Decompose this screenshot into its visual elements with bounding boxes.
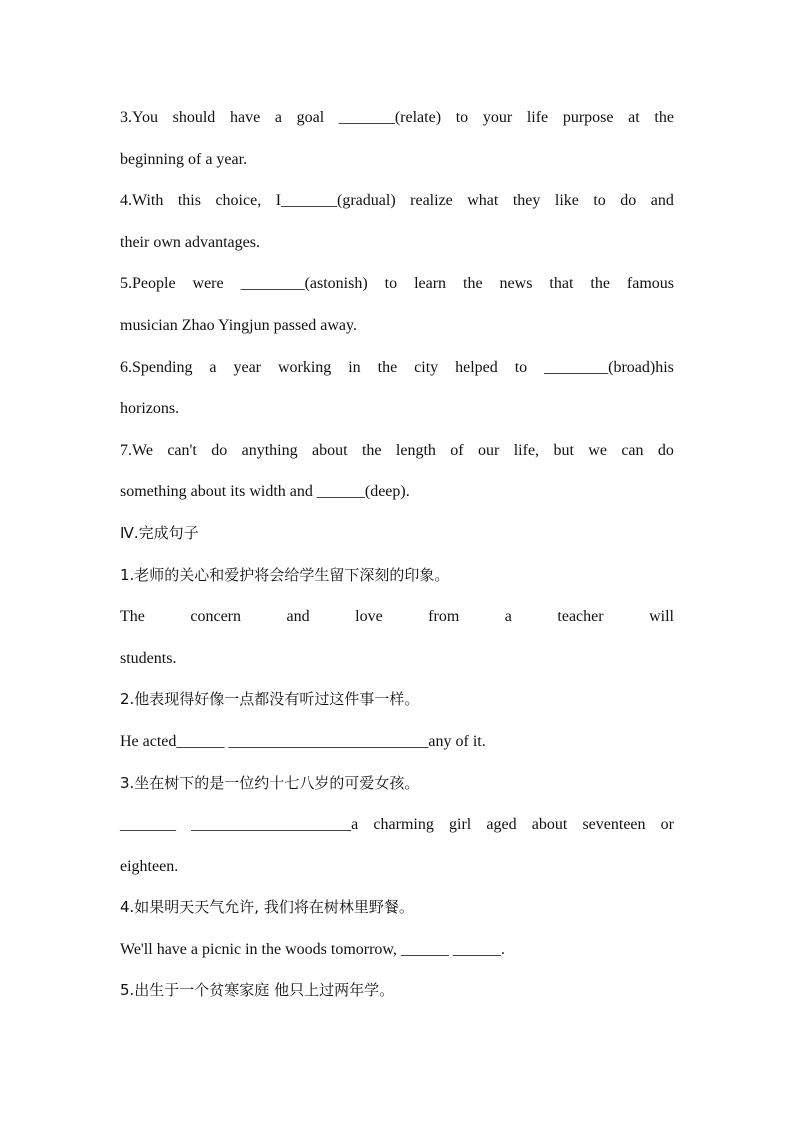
- word: to: [384, 275, 398, 293]
- sentence-1-english-line-2: students.: [120, 649, 177, 667]
- word: helped: [455, 358, 498, 376]
- word: famous: [626, 275, 674, 293]
- word: and: [650, 192, 674, 210]
- sentence-5-chinese: 5.出生于一个贫寒家庭 他只上过两年学。: [120, 981, 395, 1000]
- word: we: [588, 441, 607, 459]
- word: this: [177, 192, 201, 210]
- word: realize: [410, 192, 453, 210]
- word: city: [414, 358, 439, 376]
- word: can: [621, 441, 644, 459]
- word: were: [192, 275, 224, 293]
- word: and: [286, 608, 310, 626]
- word: love: [355, 608, 383, 626]
- question-3-line-2: beginning of a year.: [120, 150, 248, 168]
- word: the: [377, 358, 398, 376]
- word: a: [504, 608, 512, 626]
- word: but: [553, 441, 574, 459]
- sentence-1-chinese: 1.老师的关心和爱护将会给学生留下深刻的印象。: [120, 565, 450, 584]
- word: a: [274, 109, 282, 126]
- word: 3.You: [120, 109, 158, 126]
- sentence-4-english: We'll have a picnic in the woods tomorrow, ______ ______.: [120, 940, 505, 958]
- word: working: [277, 358, 332, 376]
- question-7-line-2: something about its width and ______(deep).: [120, 483, 410, 501]
- word: I_______(gradual): [275, 192, 396, 210]
- section-heading: Ⅳ.完成句子: [120, 523, 199, 542]
- word: girl: [449, 816, 472, 834]
- word: can't: [167, 441, 197, 459]
- word: the: [361, 441, 382, 459]
- word: they: [512, 192, 541, 210]
- word: ________(astonish): [240, 275, 368, 293]
- word: year: [233, 358, 261, 376]
- sentence-3-chinese: 3.坐在树下的是一位约十七八岁的可爱女孩。: [120, 773, 420, 792]
- question-4-line-1: [120, 180, 674, 222]
- question-7-line-1: [120, 430, 674, 472]
- word: to: [593, 192, 606, 210]
- word: the: [590, 275, 610, 293]
- word: a: [209, 358, 217, 376]
- word: should: [172, 109, 216, 126]
- question-3-line-1: [120, 97, 674, 139]
- word: _______(relate): [338, 109, 442, 126]
- word: at: [628, 109, 640, 126]
- word: goal: [296, 109, 325, 126]
- word: life: [526, 109, 549, 126]
- word: from: [428, 608, 460, 626]
- word: to: [455, 109, 469, 126]
- word: news: [499, 275, 533, 293]
- word: about: [531, 816, 568, 834]
- sentence-2-chinese: 2.他表现得好像一点都没有听过这件事一样。: [120, 690, 420, 709]
- worksheet-page: [120, 97, 674, 1012]
- word: about: [312, 441, 348, 459]
- word: 7.We: [120, 441, 153, 459]
- word: The: [120, 608, 145, 626]
- word: aged: [486, 816, 517, 834]
- word: _______: [120, 816, 176, 834]
- word: do: [211, 441, 228, 459]
- sentence-3-english-line-1: [120, 804, 674, 846]
- word: ________(broad)his: [544, 358, 674, 376]
- word: teacher: [557, 608, 604, 626]
- word: life,: [513, 441, 540, 459]
- word: do: [620, 192, 637, 210]
- word: our: [478, 441, 500, 459]
- word: learn: [414, 275, 447, 293]
- question-6-line-1: [120, 347, 674, 389]
- word: that: [549, 275, 574, 293]
- word: anything: [241, 441, 298, 459]
- word: 4.With: [120, 192, 164, 210]
- word: the: [654, 109, 674, 126]
- word: ____________________a: [191, 816, 359, 834]
- word: purpose: [562, 109, 614, 126]
- sentence-2-english: He acted______ _________________________any of it.: [120, 732, 486, 750]
- word: do: [657, 441, 674, 459]
- word: seventeen: [582, 816, 646, 834]
- sentence-3-english-line-2: eighteen.: [120, 857, 179, 875]
- word: length: [395, 441, 436, 459]
- word: in: [348, 358, 361, 376]
- question-4-line-2: their own advantages.: [120, 233, 260, 251]
- word: have: [229, 109, 261, 126]
- word: to: [514, 358, 528, 376]
- question-6-line-2: horizons.: [120, 400, 180, 418]
- sentence-4-chinese: 4.如果明天天气允许, 我们将在树林里野餐。: [120, 898, 414, 917]
- word: 6.Spending: [120, 358, 193, 376]
- word: like: [554, 192, 579, 210]
- word: 5.People: [120, 275, 176, 293]
- sentence-1-english-line-1: [120, 596, 674, 638]
- word: charming: [373, 816, 434, 834]
- question-5-line-2: musician Zhao Yingjun passed away.: [120, 316, 357, 334]
- word: will: [649, 608, 674, 626]
- word: the: [463, 275, 483, 293]
- word: choice,: [215, 192, 262, 210]
- word: or: [660, 816, 674, 834]
- word: your: [482, 109, 513, 126]
- word: what: [467, 192, 499, 210]
- word: concern: [190, 608, 242, 626]
- word: of: [450, 441, 464, 459]
- question-5-line-1: [120, 263, 674, 305]
